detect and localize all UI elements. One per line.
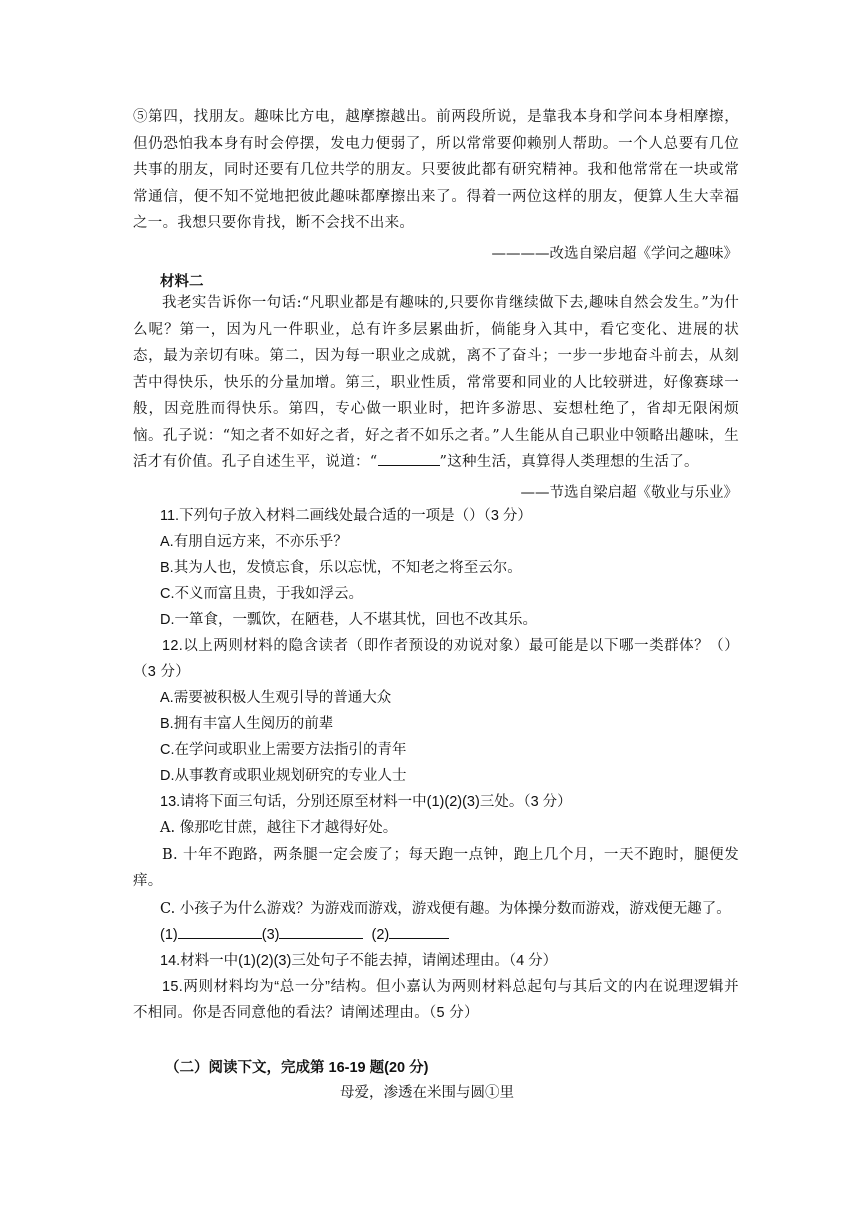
question-11-option-d: D.一箪食，一瓢饮，在陋巷，人不堪其忧，回也不改其乐。: [160, 612, 537, 628]
question-11: 11.下列句子放入材料二画线处最合适的一项是（）（3 分）: [160, 508, 532, 524]
material2-body-tail: ”这种生活，真算得人类理想的生活了。: [439, 454, 699, 470]
material2-body: [133, 290, 739, 476]
material2-source: ——节选自梁启超《敬业与乐业》: [520, 485, 738, 501]
material1-paragraph5: ⑤第四，找朋友。趣味比方电，越摩擦越出。前两段所说，是靠我本身和学问本身相摩擦，但仍恐怕我本身有时会停摆，发电力便弱了，所以常常要仰赖别人帮助。一个人总要有几位共事的朋友，同时还要有几位共学的朋友。只要彼此都有研究精神。我和他常常在一块或常常通信，便不知不觉地把彼此趣味都摩擦出来了。得着一两位这样的朋友，便算人生大幸福之一。我想只要你肯找，断不会找不出来。: [133, 109, 739, 231]
question-13-answer-blanks: [160, 922, 449, 948]
answer-label-3: (3): [261, 927, 280, 943]
question-12-option-a: A.需要被积极人生观引导的普通大众: [160, 690, 392, 706]
material2-body-text: 我老实告诉你一句话:“凡职业都是有趣味的,只要你肯继续做下去,趣味自然会发生。”为什么呢？第一，因为凡一件职业，总有许多层累曲折，倘能身入其中，看它变化、进展的状态，最为亲切有味。第二，因为每一职业之成就，离不了奋斗；一步一步地奋斗前去，从刻苦中得快乐，快乐的分量加增。第三，职业性质，常常要和同业的人比较骈进，好像赛球一般，因竞胜而得快乐。第四，专心做一职业时，把许多游思、妄想杜绝了，省却无限闲烦恼。孔子说：“知之者不如好之者，好之者不如乐之者。”人生能从自己职业中领略出趣味，生活才有价值。孔子自述生平，说道：“: [133, 295, 739, 470]
answer-blank-3[interactable]: [279, 924, 363, 939]
section2-heading: （二）阅读下文，完成第 16-19 题(20 分): [165, 1060, 429, 1076]
question-11-option-a: A.有朋自远方来，不亦乐乎？: [160, 534, 348, 550]
question-12-option-d: D.从事教育或职业规划研究的专业人士: [160, 768, 407, 784]
question-12-option-b: B.拥有丰富人生阅历的前辈: [160, 716, 334, 732]
question-14: 14.材料一中(1)(2)(3)三处句子不能去掉，请阐述理由。（4 分）: [160, 953, 558, 969]
answer-label-2: (2): [371, 927, 390, 943]
answer-blank-2[interactable]: [389, 924, 449, 939]
material2-title: 材料二: [160, 274, 204, 290]
article-title: 母爱，渗透在米围与圆①里: [340, 1085, 514, 1101]
question-13-sentence-b: B. 十年不跑路，两条腿一定会废了；每天跑一点钟，跑上几个月，一天不跑时，腿便发痒。: [133, 847, 739, 889]
question-11-option-b: B.其为人也，发愤忘食，乐以忘忧，不知老之将至云尔。: [160, 560, 522, 576]
question-13-sentence-a: A. 像那吃甘蔗，越往下才越得好处。: [160, 820, 398, 836]
material2-blank-line: [378, 451, 440, 466]
question-12: 12.以上两则材料的隐含读者（即作者预设的劝说对象）最可能是以下哪一类群体？（）（3 分）: [133, 638, 739, 680]
question-13: 13.请将下面三句话，分别还原至材料一中(1)(2)(3)三处。（3 分）: [160, 794, 572, 810]
answer-label-1: (1): [160, 927, 178, 943]
question-13-sentence-c: C. 小孩子为什么游戏？为游戏而游戏，游戏便有趣。为体操分数而游戏，游戏便无趣了。: [160, 901, 731, 917]
answer-blank-1[interactable]: [178, 924, 262, 939]
question-11-option-c: C.不义而富且贵，于我如浮云。: [160, 586, 363, 602]
material1-source: ————改选自梁启超《学问之趣味》: [491, 246, 738, 262]
question-15: 15.两则材料均为“总一分”结构。但小嘉认为两则材料总起句与其后文的内在说理逻辑并 不相同。你是否同意他的看法？请阐述理由。（5 分）: [133, 979, 739, 1021]
question-12-option-c: C.在学问或职业上需要方法指引的青年: [160, 742, 407, 758]
